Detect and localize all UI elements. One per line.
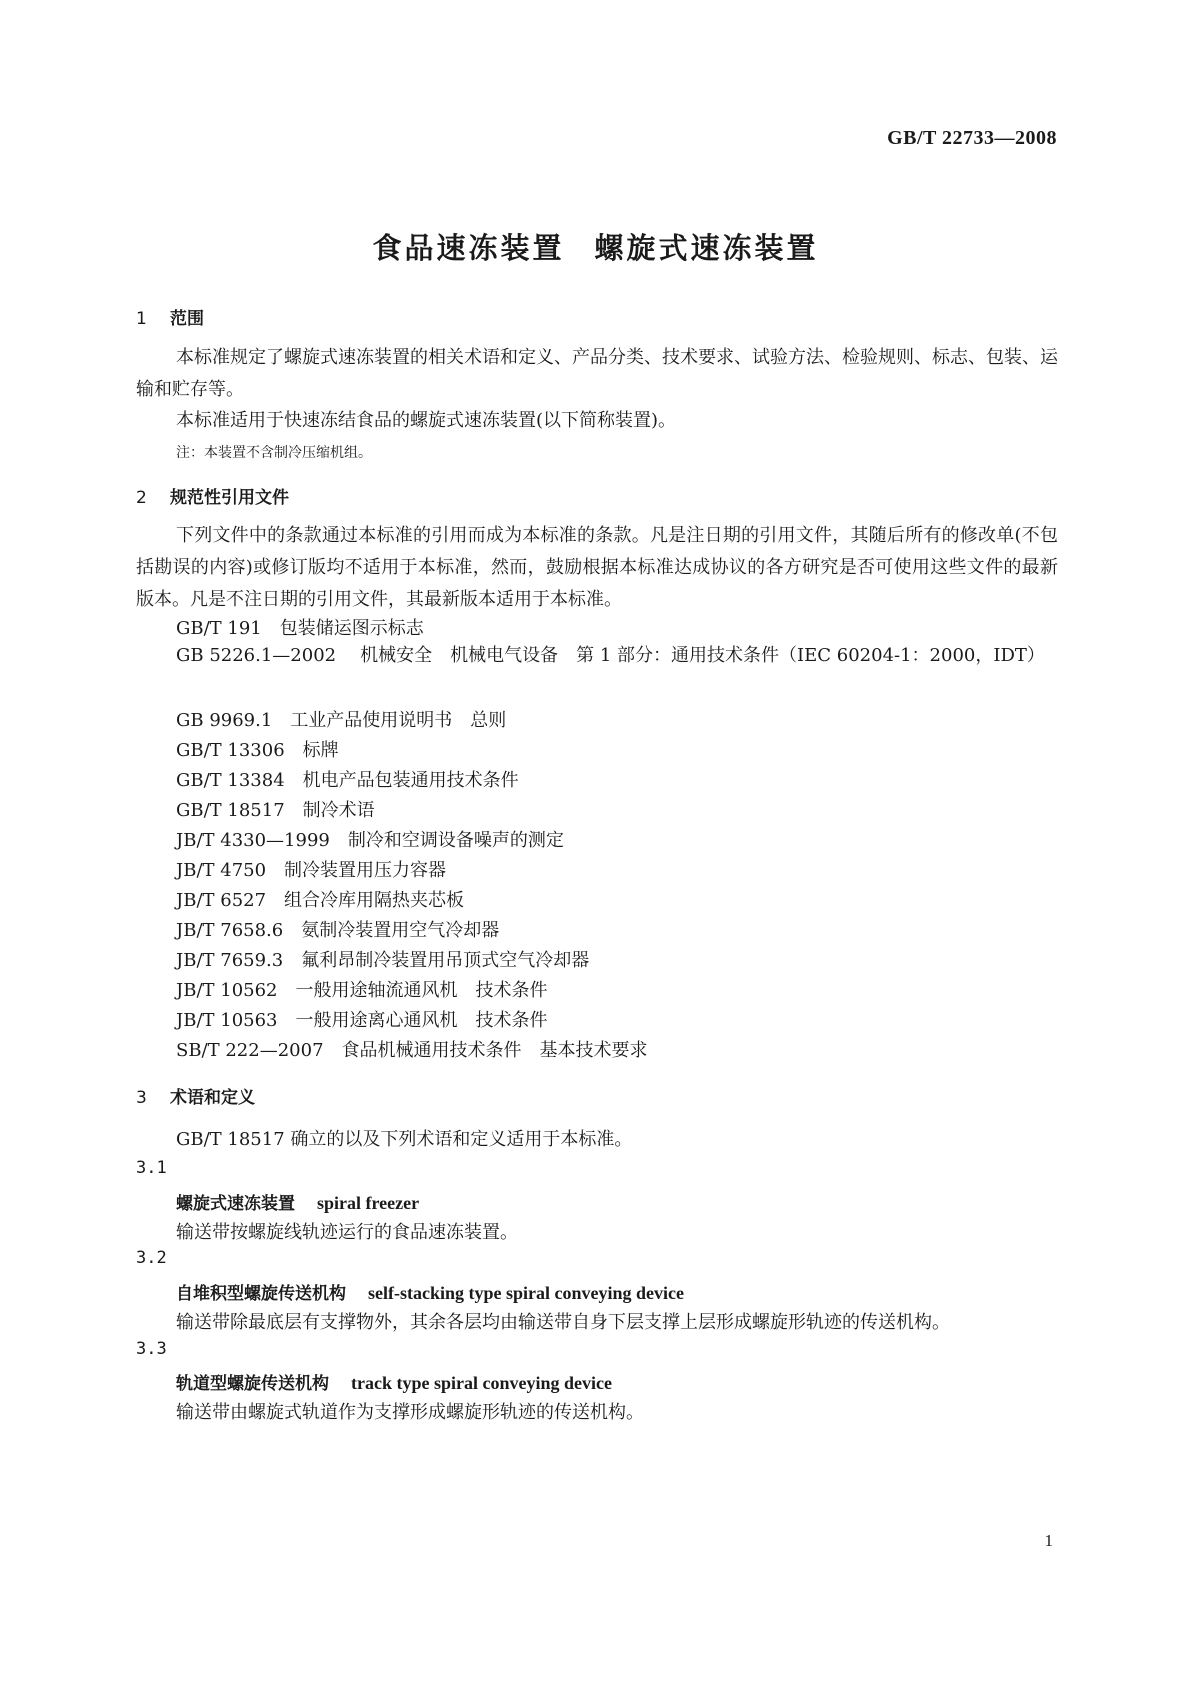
reference-title: 氨制冷装置用空气冷却器 xyxy=(301,920,500,941)
reference-item xyxy=(176,976,548,1002)
reference-code: JB/T 4330—1999 xyxy=(176,830,330,851)
scope-note: 注：本装置不含制冷压缩机组。 xyxy=(176,445,372,461)
section-title: 范围 xyxy=(170,309,204,329)
reference-code: GB 5226.1—2002 xyxy=(176,645,337,666)
reference-code: GB/T 13384 xyxy=(176,770,285,791)
title-part-2: 螺旋式速冻装置 xyxy=(594,231,819,265)
reference-title: 氟利昂制冷装置用吊顶式空气冷却器 xyxy=(301,950,590,971)
document-title xyxy=(0,226,1191,267)
reference-title: 食品机械通用技术条件 基本技术要求 xyxy=(341,1040,648,1061)
reference-item xyxy=(176,856,446,882)
reference-title: 制冷和空调设备噪声的测定 xyxy=(347,830,564,851)
reference-title: 一般用途轴流通风机 技术条件 xyxy=(295,980,548,1001)
standard-code: GB/T 22733—2008 xyxy=(887,127,1057,149)
reference-code: JB/T 10563 xyxy=(176,1010,278,1031)
term-name xyxy=(176,1369,612,1394)
reference-item xyxy=(136,640,1058,672)
term-number: 3.2 xyxy=(136,1248,167,1268)
reference-item xyxy=(176,916,499,942)
term-name-zh: 自堆积型螺旋传送机构 xyxy=(176,1284,346,1304)
reference-item xyxy=(176,886,464,912)
term-definition: 输送带除最底层有支撑物外，其余各层均由输送带自身下层支撑上层形成螺旋形轨迹的传送机构。 xyxy=(176,1312,950,1333)
reference-code: GB 9969.1 xyxy=(176,710,273,731)
reference-title: 组合冷库用隔热夹芯板 xyxy=(284,890,465,911)
reference-item xyxy=(176,1036,648,1062)
reference-code: GB/T 18517 xyxy=(176,800,285,821)
term-definition: 输送带由螺旋式轨道作为支撑形成螺旋形轨迹的传送机构。 xyxy=(176,1402,644,1423)
reference-code: GB/T 191 xyxy=(176,618,262,639)
section-number: 2 xyxy=(136,488,147,508)
term-name xyxy=(176,1189,419,1214)
term-definition: 输送带按螺旋线轨迹运行的食品速冻装置。 xyxy=(176,1222,518,1243)
title-part-1: 食品速冻装置 xyxy=(372,231,565,265)
reference-code: GB/T 13306 xyxy=(176,740,285,761)
term-number: 3.3 xyxy=(136,1339,167,1359)
reference-item xyxy=(176,736,339,762)
section-3-heading xyxy=(136,1083,255,1108)
reference-item xyxy=(176,766,519,792)
reference-code: JB/T 7658.6 xyxy=(176,920,284,941)
section-number: 3 xyxy=(136,1088,147,1108)
section-number: 1 xyxy=(136,309,147,329)
reference-code: SB/T 222—2007 xyxy=(176,1040,324,1061)
page-number: 1 xyxy=(1044,1531,1053,1550)
reference-title: 制冷装置用压力容器 xyxy=(284,860,447,881)
reference-title: 工业产品使用说明书 总则 xyxy=(290,710,507,731)
reference-code: JB/T 4750 xyxy=(176,860,267,881)
reference-code: JB/T 6527 xyxy=(176,890,267,911)
term-name-zh: 螺旋式速冻装置 xyxy=(176,1194,295,1214)
scope-paragraph-1: 本标准规定了螺旋式速冻装置的相关术语和定义、产品分类、技术要求、试验方法、检验规则、标志、包装、运输和贮存等。 xyxy=(136,347,1058,400)
reference-item xyxy=(176,614,424,640)
reference-code: JB/T 10562 xyxy=(176,980,278,1001)
reference-item xyxy=(176,706,506,732)
reference-title: 机电产品包装通用技术条件 xyxy=(302,770,519,791)
reference-code: JB/T 7659.3 xyxy=(176,950,284,971)
reference-title: 制冷术语 xyxy=(302,800,375,821)
term-name-en: self-stacking type spiral conveying device xyxy=(368,1283,684,1303)
reference-title: 包装储运图示标志 xyxy=(279,618,424,639)
reference-item xyxy=(176,826,564,852)
terms-intro: GB/T 18517 确立的以及下列术语和定义适用于本标准。 xyxy=(176,1129,633,1150)
reference-item xyxy=(176,946,589,972)
term-name-zh: 轨道型螺旋传送机构 xyxy=(176,1374,329,1394)
term-name-en: track type spiral conveying device xyxy=(351,1373,612,1393)
term-name-en: spiral freezer xyxy=(317,1193,420,1213)
section-1-heading xyxy=(136,304,204,329)
section-title: 规范性引用文件 xyxy=(170,488,289,508)
reference-title: 标牌 xyxy=(302,740,339,761)
section-title: 术语和定义 xyxy=(170,1088,255,1108)
references-intro: 下列文件中的条款通过本标准的引用而成为本标准的条款。凡是注日期的引用文件，其随后所有的修改单(不包括勘误的内容)或修订版均不适用于本标准，然而，鼓励根据本标准达成协议的各方研究是否可使用这些文件的最新版本。凡是不注日期的引用文件，其最新版本适用于本标准。 xyxy=(136,525,1058,610)
scope-paragraph-2: 本标准适用于快速冻结食品的螺旋式速冻装置(以下简称装置)。 xyxy=(176,410,677,431)
section-2-heading xyxy=(136,483,289,508)
reference-item xyxy=(176,796,375,822)
reference-title: 一般用途离心通风机 技术条件 xyxy=(295,1010,548,1031)
term-name xyxy=(176,1279,684,1304)
reference-title: 机械安全 机械电气设备 第 1 部分：通用技术条件（IEC 60204-1：2000，IDT） xyxy=(360,645,1045,666)
term-number: 3.1 xyxy=(136,1158,167,1178)
reference-item xyxy=(176,1006,548,1032)
